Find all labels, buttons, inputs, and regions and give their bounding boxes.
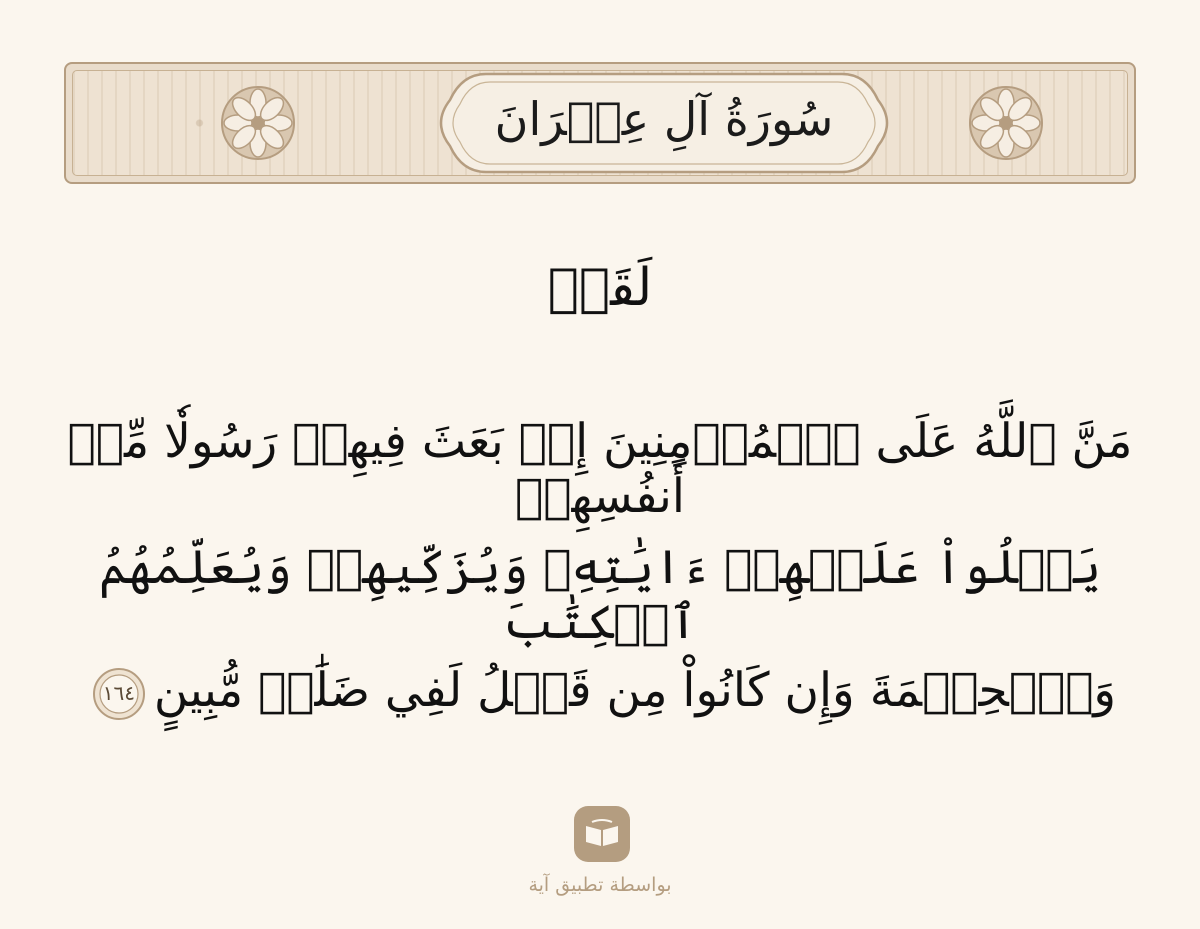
surah-header-frame: [64, 62, 1136, 184]
title-cartouche: [426, 70, 902, 176]
open-book-icon: [574, 806, 630, 862]
quran-app-icon: [574, 806, 630, 862]
ayah-number: ١٦٤: [102, 681, 135, 705]
verse-line-3: يَتۡلُواْ عَلَيۡهِمۡ ءَايَٰتِهِۦ وَيُزَكِّيهِمۡ وَيُعَلِّمُهُمُ ٱلۡكِتَٰبَ: [98, 540, 1102, 650]
verse-line-2: مَنَّ ٱللَّهُ عَلَى ٱلۡمُؤۡمِنِينَ إِذۡ بَعَثَ فِيهِمۡ رَسُولٗا مِّنۡ أَنفُسِهِمۡ: [67, 414, 1133, 524]
ayah-number-marker: [92, 667, 146, 721]
verse-line-4: [50, 663, 1150, 721]
right-rosette-icon: [968, 85, 1044, 161]
surah-title: سُورَةُ آلِ عِمۡرَانَ: [494, 92, 834, 146]
verse-line-1: لَقَدۡ: [547, 258, 653, 318]
left-rosette-icon: [220, 85, 296, 161]
verse-line-4-text: وَٱلۡحِكۡمَةَ وَإِن كَانُواْ مِن قَبۡلُ لَفِي ضَلَٰلٖ مُّبِينٍ: [153, 663, 1117, 718]
app-attribution: بواسطة تطبيق آية: [528, 874, 672, 896]
